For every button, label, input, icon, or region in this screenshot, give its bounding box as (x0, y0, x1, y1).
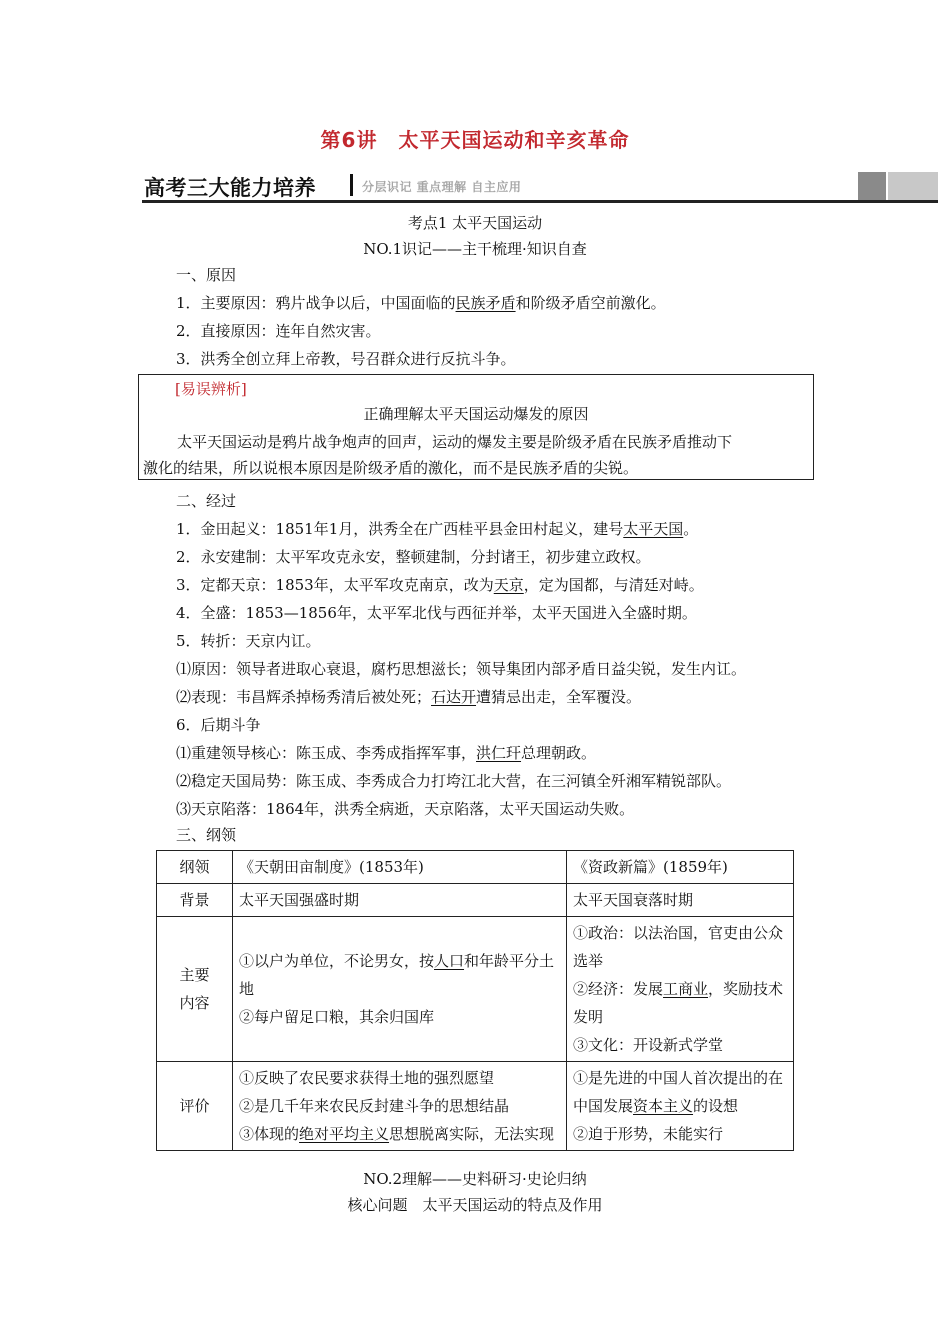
process-item-6a: ⑴重建领导核心：陈玉成、李秀成指挥军事，洪仁玕总理朝政。 (176, 744, 597, 762)
process-item-6b: ⑵稳定天国局势：陈玉成、李秀成合力打垮江北大营，在三河镇全歼湘军精锐部队。 (176, 772, 732, 790)
page-title: 第6讲 太平天国运动和辛亥革命 (320, 128, 630, 152)
table-cell: ①是先进的中国人首次提出的在中国发展资本主义的设想 ②迫于形势，未能实行 (567, 1062, 794, 1151)
banner-rule (142, 200, 938, 203)
table-row (157, 851, 794, 884)
note-label: [易误辨析] (175, 380, 247, 398)
table-cell: 主要 内容 (157, 917, 233, 1062)
banner-title: 高考三大能力培养 (144, 176, 316, 200)
topic-subheading: NO.1识记——主干梳理·知识自查 (363, 240, 587, 258)
topic-heading: 考点1 太平天国运动 (407, 214, 543, 232)
cause-heading: 一、原因 (176, 266, 237, 284)
program-heading: 三、纲领 (176, 826, 237, 844)
cause-item-3: 3．洪秀全创立拜上帝教，号召群众进行反抗斗争。 (176, 350, 516, 368)
cause-item-1: 1．主要原因：鸦片战争以后，中国面临的民族矛盾和阶级矛盾空前激化。 (176, 294, 666, 312)
process-item-3: 3．定都天京：1853年，太平军攻克南京，改为天京，定为国都，与清廷对峙。 (176, 576, 704, 594)
process-item-4: 4．全盛：1853—1856年，太平军北伐与西征并举，太平天国进入全盛时期。 (176, 604, 697, 622)
table-cell: 评价 (157, 1062, 233, 1151)
table-header-cell: 《资政新篇》(1859年) (567, 851, 794, 884)
table-cell: ①以户为单位，不论男女，按人口和年龄平分土地 ②每户留足口粮，其余归国库 (233, 917, 567, 1062)
note-line-2: 激化的结果，所以说根本原因是阶级矛盾的激化，而不是民族矛盾的尖锐。 (143, 459, 639, 477)
table-row (157, 884, 794, 917)
process-item-6: 6．后期斗争 (176, 716, 261, 734)
note-heading: 正确理解太平天国运动爆发的原因 (363, 405, 589, 423)
section-banner (142, 170, 938, 204)
note-box (138, 374, 814, 480)
table-header-cell: 纲领 (157, 851, 233, 884)
table-header-cell: 《天朝田亩制度》(1853年) (233, 851, 567, 884)
table-cell: 背景 (157, 884, 233, 917)
banner-divider (350, 174, 353, 196)
process-item-5: 5．转折：天京内讧。 (176, 632, 321, 650)
table-cell: ①反映了农民要求获得土地的强烈愿望 ②是几千年来农民反封建斗争的思想结晶 ③体现的绝对平均主义思想脱离实际，无法实现 (233, 1062, 567, 1151)
process-item-5b: ⑵表现：韦昌辉杀掉杨秀清后被处死；石达开遭猜忌出走，全军覆没。 (176, 688, 642, 706)
banner-decoration-dark (858, 172, 886, 200)
core-question: 核心问题 太平天国运动的特点及作用 (347, 1196, 603, 1214)
process-item-6c: ⑶天京陷落：1864年，洪秀全病逝，天京陷落，太平天国运动失败。 (176, 800, 635, 818)
banner-subtitle: 分层识记 重点理解 自主应用 (362, 180, 522, 194)
program-table (156, 850, 794, 1151)
table-cell: 太平天国强盛时期 (233, 884, 567, 917)
section2-subheading: NO.2理解——史料研习·史论归纳 (363, 1170, 587, 1188)
table-row (157, 917, 794, 1062)
note-line-1: 太平天国运动是鸦片战争炮声的回声，运动的爆发主要是阶级矛盾在民族矛盾推动下 (177, 433, 733, 451)
table-row (157, 1062, 794, 1151)
process-item-2: 2．永安建制：太平军攻克永安，整顿建制，分封诸王，初步建立政权。 (176, 548, 651, 566)
cause-item-2: 2．直接原因：连年自然灾害。 (176, 322, 381, 340)
table-cell: 太平天国衰落时期 (567, 884, 794, 917)
banner-decoration-light (888, 172, 938, 200)
process-item-5a: ⑴原因：领导者进取心衰退，腐朽思想滋长；领导集团内部矛盾日益尖锐，发生内讧。 (176, 660, 747, 678)
process-heading: 二、经过 (176, 492, 237, 510)
table-cell: ①政治：以法治国，官吏由公众选举 ②经济：发展工商业，奖励技术发明 ③文化：开设新式学堂 (567, 917, 794, 1062)
process-item-1: 1．金田起义：1851年1月，洪秀全在广西桂平县金田村起义，建号太平天国。 (176, 520, 699, 538)
